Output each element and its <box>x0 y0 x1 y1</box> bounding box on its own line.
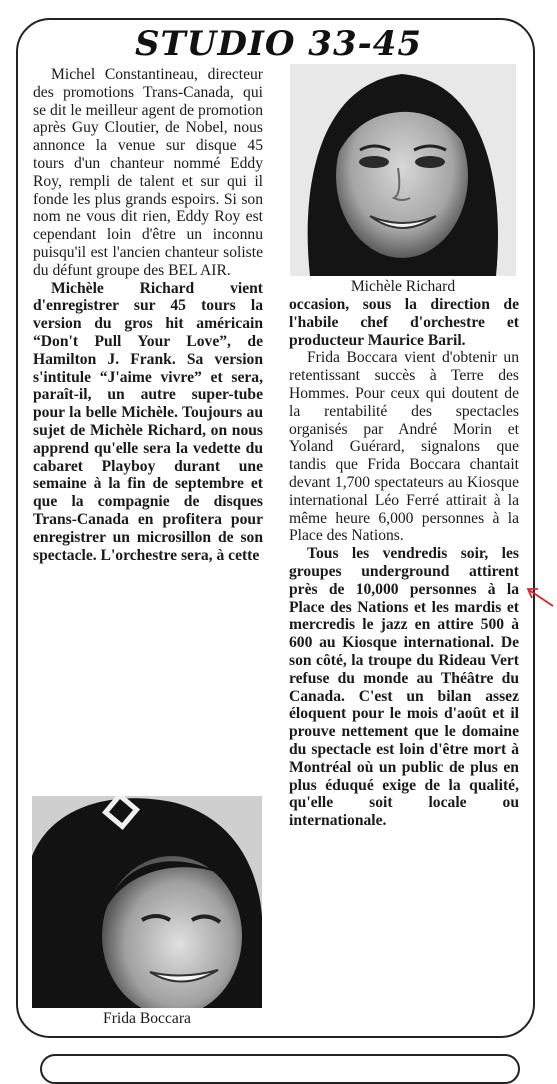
paragraph-eddy-roy: Michel Constantineau, directeur des promotions Trans-Canada, qui se dit le meilleur agent de promotion après Guy Cloutier, de Nobel, nous annonce la venue sur disque 45 tours d'un chanteur nommé Eddy Roy, rempli de talent et sur qui il fonde les plus grands espoirs. Si son nom ne vous dit rien, Eddy Roy est cependant loin d'être un inconnu puisqu'il est l'ancien chanteur soliste du défunt groupe des BEL AIR. <box>33 66 263 279</box>
paragraph-continuation: occasion, sous la direction de l'habile chef d'orchestre et producteur Maurice Baril. <box>289 296 519 349</box>
right-column <box>289 296 519 830</box>
next-article-frame <box>40 1054 520 1084</box>
portrait-image <box>290 64 516 276</box>
photo-michele-richard <box>290 64 516 276</box>
caption-frida-boccara: Frida Boccara <box>103 1010 191 1027</box>
photo-frida-boccara <box>32 796 262 1008</box>
portrait-image <box>32 796 262 1008</box>
paragraph-frida-boccara: Frida Boccara vient d'obtenir un retentissant succès à Terre des Hommes. Pour ceux qui doutent de la rentabilité des spectacles organisés par André Morin et Yoland Guérard, signalons que tandis que Frida Boccara chantait devant 1,700 spectateurs au Kiosque international Léo Ferré attirait à la même heure 6,000 personnes à la Place des Nations. <box>289 349 519 545</box>
page-title: STUDIO 33-45 <box>134 24 423 64</box>
paragraph-underground: Tous les vendredis soir, les groupes underground attirent près de 10,000 personnes à la Place des Nations et les mardis et mercredis le jazz en attire 500 à 600 au Kiosque international. De son côté, la troupe du Rideau Vert refuse du monde au Théâtre du Canada. C'est un bilan assez éloquent pour le mois d'août et il prouve nettement que le domaine du spectacle est loin d'être mort à Montréal où un public de plus en plus éduqué exige de la qualité, qu'elle soit locale ou internationale. <box>289 545 519 830</box>
annotation-arrow-icon <box>524 584 554 608</box>
caption-michele-richard: Michèle Richard <box>350 278 456 295</box>
left-column <box>33 66 263 564</box>
paragraph-michele-richard: Michèle Richard vient d'enregistrer sur 45 tours la version du gros hit américain “Don't Pull Your Love”, de Hamilton J. Frank. Sa version s'intitule “J'aime vivre” et sera, paraît-il, un autre super-tube pour la belle Michèle. Toujours au sujet de Michèle Richard, on nous apprend qu'elle sera la vedette du cabaret Playboy durant une semaine à la fin de septembre et que la compagnie de disques Trans-Canada en profitera pour enregistrer un microsillon de son spectacle. L'orchestre sera, à cette <box>33 279 263 564</box>
